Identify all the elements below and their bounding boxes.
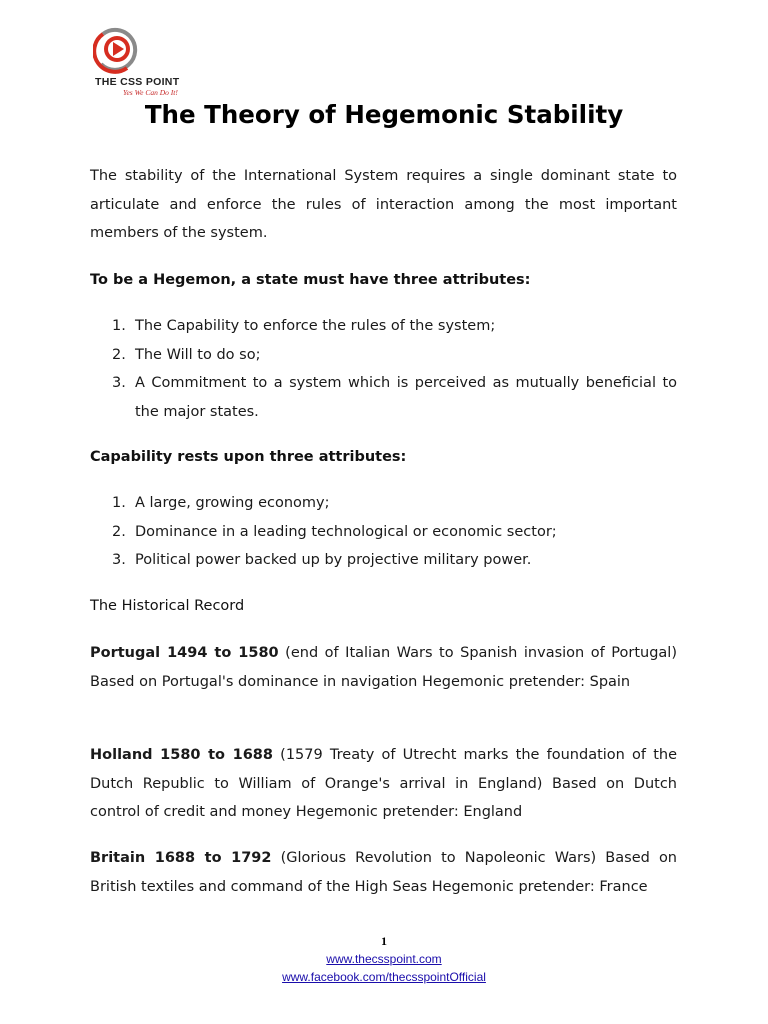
historical-record-heading: The Historical Record [90, 598, 245, 614]
record-paragraph-holland [90, 741, 677, 827]
page-number: 1 [381, 934, 387, 948]
hegemon-attributes-list [90, 312, 677, 426]
list-item [90, 341, 677, 370]
record-text: (1579 Treaty of Utrecht marks the foundation of the Dutch Republic to William of Orange's arrival in England) Based on Dutch control of credit and money Hegemonic pretender: England [90, 747, 677, 820]
list-item [90, 489, 677, 518]
list-item-number: 2. [112, 346, 126, 363]
list-item-text: The Capability to enforce the rules of the system; [135, 318, 496, 334]
record-title: Portugal 1494 to 1580 [90, 645, 279, 661]
hegemon-heading: To be a Hegemon, a state must have three attributes: [90, 272, 531, 288]
list-item [90, 312, 677, 341]
record-paragraph-britain [90, 844, 677, 901]
list-item-text: Dominance in a leading technological or economic sector; [135, 523, 557, 540]
list-item-number: 3. [112, 552, 126, 568]
list-item-number: 2. [112, 523, 126, 540]
facebook-link[interactable]: www.facebook.com/thecsspointOfficial [282, 970, 486, 984]
list-item [90, 518, 677, 547]
capability-heading: Capability rests upon three attributes: [90, 449, 407, 465]
list-item [90, 546, 677, 575]
record-text: (end of Italian Wars to Spanish invasion of Portugal) Based on Portugal's dominance in navigation Hegemonic pretender: Spain [90, 645, 677, 690]
logo-emblem-icon [93, 26, 203, 76]
logo [93, 26, 203, 100]
page-title: The Theory of Hegemonic Stability [144, 100, 624, 129]
website-link[interactable]: www.thecsspoint.com [326, 952, 442, 966]
record-paragraph-portugal [90, 639, 677, 696]
intro-paragraph: The stability of the International System requires a single dominant state to articulate and enforce the rules of interaction among the most important members of the system. [90, 168, 677, 241]
logo-tagline: Yes We Can Do It! [123, 88, 178, 97]
list-item-number: 3. [112, 375, 126, 391]
list-item-text: The Will to do so; [135, 346, 261, 363]
capability-attributes-list [90, 489, 677, 575]
record-text: (Glorious Revolution to Napoleonic Wars) Based on British textiles and command of the High Seas Hegemonic pretender: France [90, 850, 678, 895]
list-item [90, 369, 677, 426]
list-item-text: A large, growing economy; [135, 495, 330, 511]
list-item-text: A Commitment to a system which is perceived as mutually beneficial to the major states. [135, 375, 677, 420]
logo-name: THE CSS POINT [95, 76, 180, 88]
record-title: Britain 1688 to 1792 [90, 850, 272, 866]
list-item-number: 1. [112, 495, 126, 511]
list-item-text: Political power backed up by projective military power. [135, 552, 532, 568]
list-item-number: 1. [112, 318, 126, 334]
record-title: Holland 1580 to 1688 [90, 747, 273, 763]
